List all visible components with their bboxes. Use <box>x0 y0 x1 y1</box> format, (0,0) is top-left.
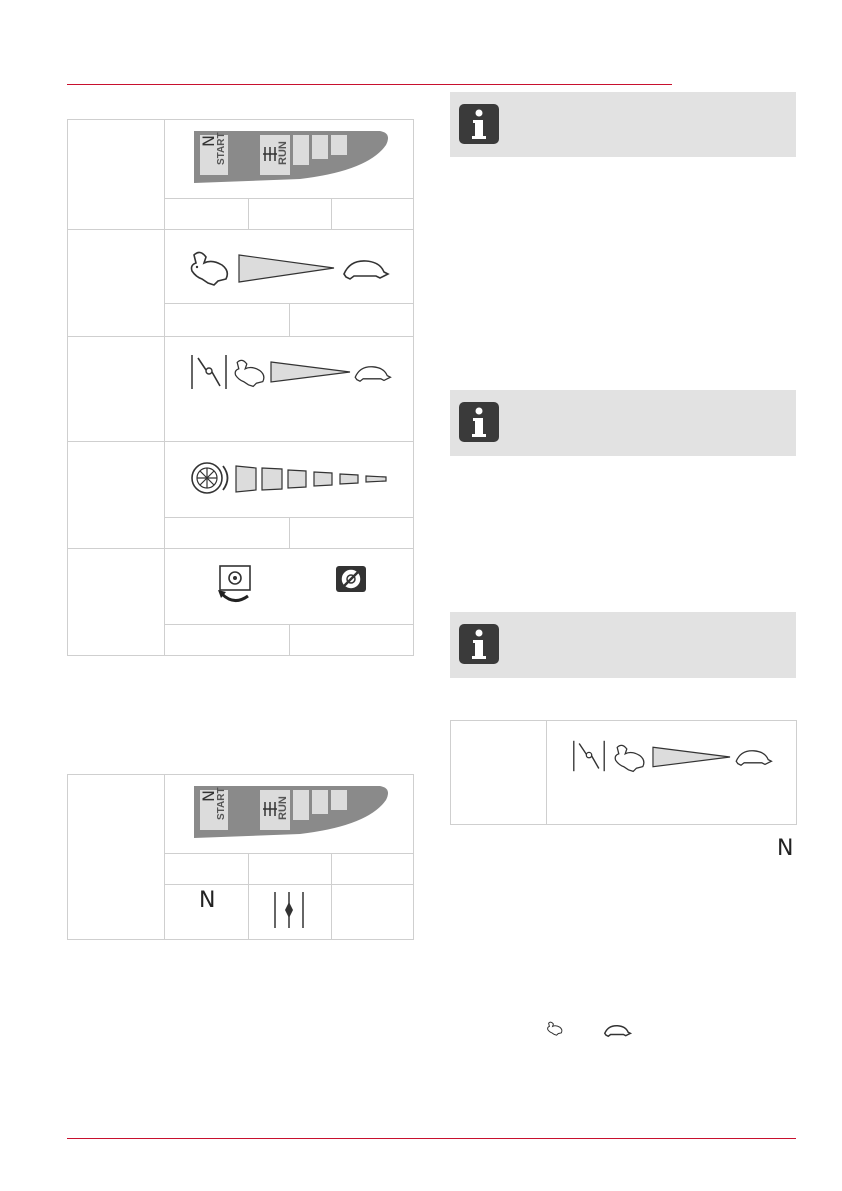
speed-wedge-icon <box>270 361 352 383</box>
footer-rule <box>67 1138 796 1139</box>
info-icon <box>459 624 499 664</box>
rabbit-icon <box>546 1020 564 1036</box>
turtle-icon <box>602 1024 632 1038</box>
run-label: RUN <box>277 141 289 165</box>
info-note <box>450 390 796 456</box>
turtle-icon <box>352 364 392 384</box>
throttle-icon <box>572 739 606 773</box>
speed-blocks-icon <box>234 464 390 494</box>
turtle-icon <box>340 258 390 282</box>
speed-wedge-icon <box>652 746 732 768</box>
manual-disabled-gear-icon <box>334 564 370 594</box>
info-note <box>450 92 796 157</box>
neutral-glyph: N <box>199 790 218 802</box>
rabbit-icon <box>188 247 232 287</box>
run-label: RUN <box>277 796 289 820</box>
rabbit-icon <box>232 356 268 388</box>
neutral-glyph: N <box>199 135 218 147</box>
rabbit-icon <box>612 741 648 773</box>
start-label: START <box>216 132 227 165</box>
info-icon <box>459 402 499 442</box>
turtle-icon <box>733 748 773 768</box>
speed-wedge-icon <box>238 254 336 284</box>
lever-icon <box>263 147 277 161</box>
rotor-icon <box>190 460 232 496</box>
lever-icon <box>263 802 277 816</box>
info-icon <box>459 104 499 144</box>
lever-icon <box>272 890 306 930</box>
neutral-glyph: N <box>777 836 794 861</box>
display-panel-icon <box>190 127 390 187</box>
neutral-glyph: N <box>199 888 216 913</box>
auto-mode-gear-icon <box>216 564 256 606</box>
start-label: START <box>216 787 227 820</box>
header-rule <box>67 84 672 85</box>
info-note <box>450 612 796 678</box>
display-panel-icon <box>190 782 390 842</box>
throttle-icon <box>190 354 228 390</box>
